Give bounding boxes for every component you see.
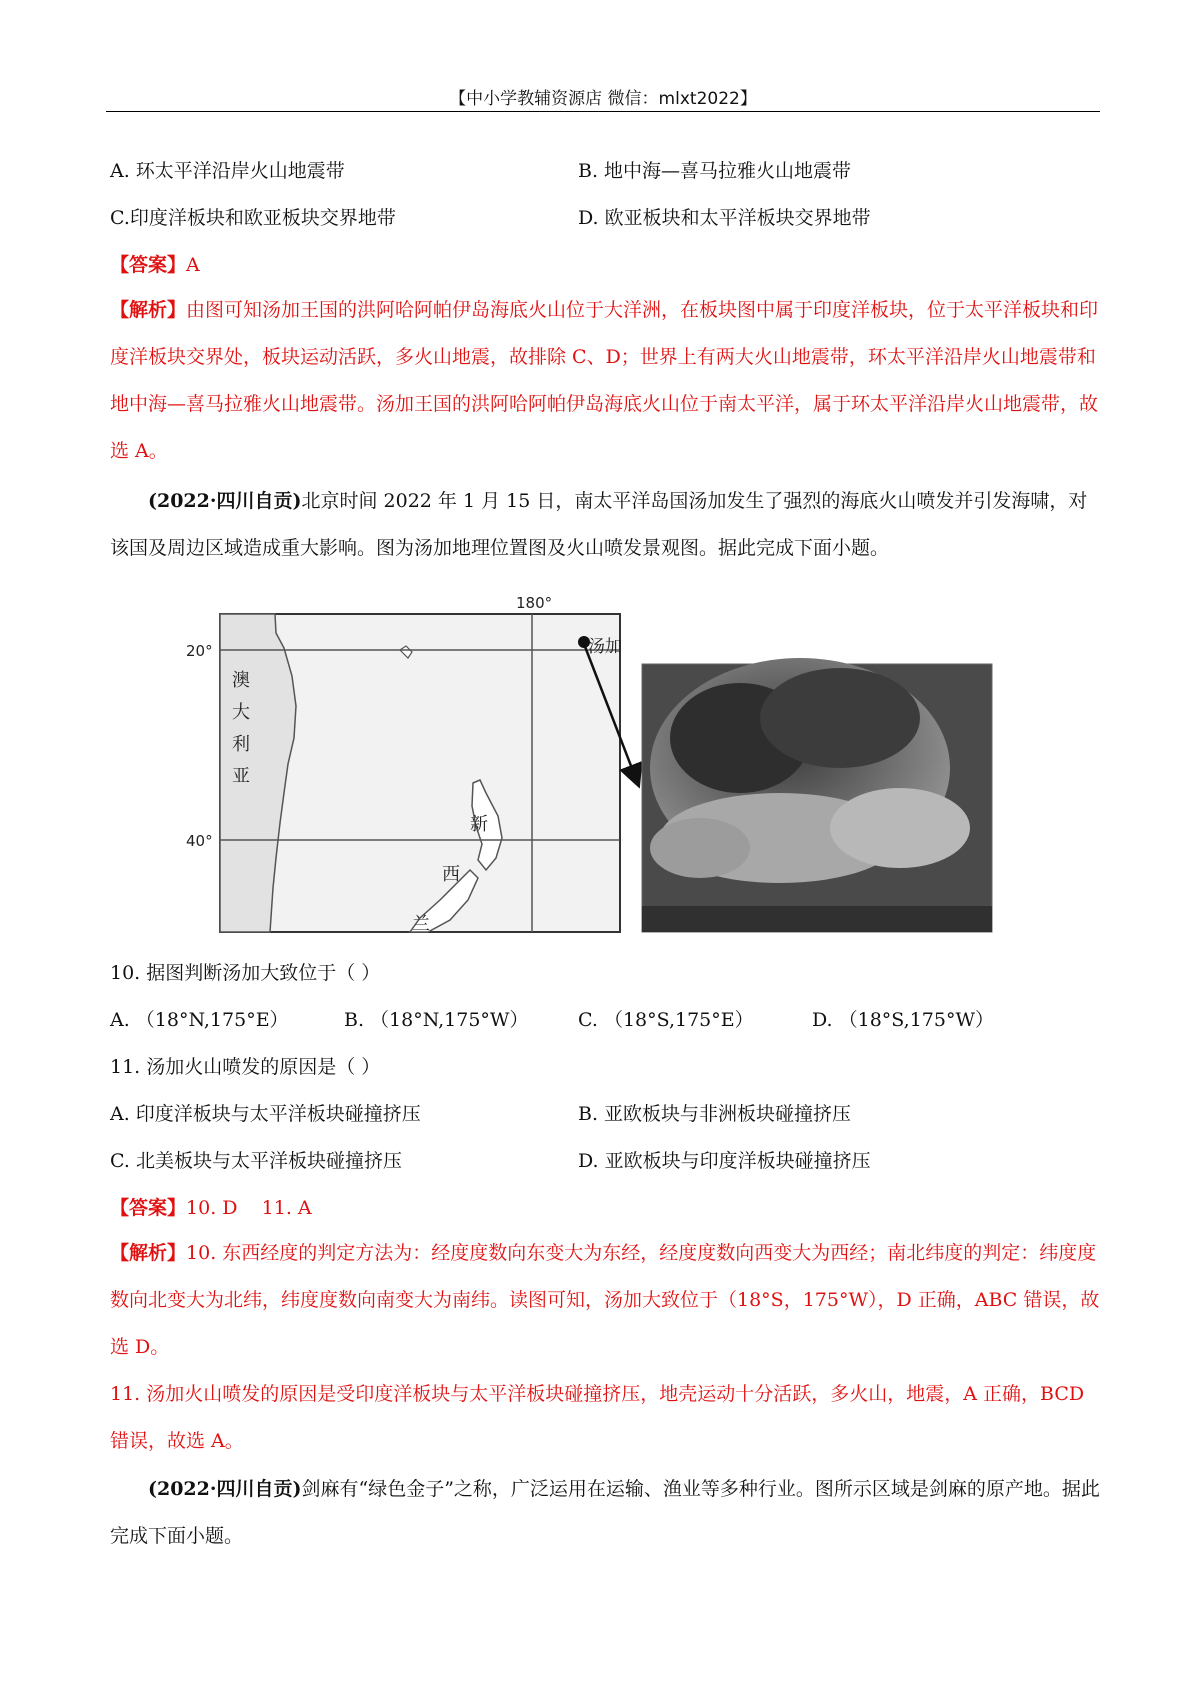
prev-option-c: C.印度洋板块和欧亚板块交界地带 <box>110 207 396 229</box>
analysis-label: 【解析】 <box>110 299 187 321</box>
prev-answer <box>110 250 200 277</box>
q10-option-a: A. （18°N,175°E） <box>110 1009 289 1031</box>
lat-20-label: 20° <box>186 642 213 660</box>
answer2-label: 【答案】 <box>110 1197 187 1219</box>
tonga-map-svg <box>180 588 1000 938</box>
tonga-label: 汤加 <box>588 637 622 657</box>
australia-char-4: 亚 <box>232 766 250 787</box>
analysis2-p10: 10. 东西经度的判定方法为：经度度数向东变大为东经，经度度数向西变大为西经；南北纬度的判定：纬度度数向北变大为北纬，纬度度数向南变大为南纬。读图可知，汤加大致位于（18°S，175°W），D 正确，ABC 错误，故选 D。 <box>110 1242 1100 1358</box>
volcano-eruption-photo <box>642 658 992 932</box>
page-header: 【中小学教辅资源店 微信：mlxt2022】 <box>449 89 757 109</box>
australia-char-1: 澳 <box>232 670 250 691</box>
analysis-10 <box>110 1230 1100 1371</box>
australia-char-3: 利 <box>232 734 250 755</box>
q10-option-b: B. （18°N,175°W） <box>344 1009 529 1031</box>
intro2-text: 剑麻有“绿色金子”之称，广泛运用在运输、渔业等多种行业。图所示区域是剑麻的原产地。据此完成下面小题。 <box>110 1478 1100 1547</box>
q10-option-d: D. （18°S,175°W） <box>812 1009 994 1031</box>
intro2-source: (2022·四川自贡) <box>148 1478 302 1500</box>
header-rule <box>106 111 1100 112</box>
nz-char-2: 西 <box>442 864 460 885</box>
nz-char-1: 新 <box>470 814 488 835</box>
answer-10-11 <box>110 1193 312 1220</box>
prev-option-a: A. 环太平洋沿岸火山地震带 <box>110 160 345 182</box>
nz-char-3: 兰 <box>412 914 430 935</box>
q11-stem: 11. 汤加火山喷发的原因是（ ） <box>110 1056 381 1078</box>
analysis2-p11: 11. 汤加火山喷发的原因是受印度洋板块与太平洋板块碰撞挤压，地壳运动十分活跃，多火山，地震，A 正确，BCD 错误，故选 A。 <box>110 1383 1085 1452</box>
prev-option-b: B. 地中海—喜马拉雅火山地震带 <box>578 160 852 182</box>
analysis-11 <box>110 1371 1100 1465</box>
q11-option-d: D. 亚欧板块与印度洋板块碰撞挤压 <box>578 1150 871 1172</box>
lat-40-label: 40° <box>186 832 213 850</box>
intro-source: (2022·四川自贡) <box>148 490 302 512</box>
answer2-value: 10. D 11. A <box>186 1197 312 1219</box>
australia-char-2: 大 <box>232 702 250 723</box>
prev-option-d: D. 欧亚板块和太平洋板块交界地带 <box>578 207 871 229</box>
intro-sisal <box>110 1466 1100 1560</box>
tonga-map-figure <box>180 588 1000 938</box>
q10-option-c: C. （18°S,175°E） <box>578 1009 754 1031</box>
q11-option-a: A. 印度洋板块与太平洋板块碰撞挤压 <box>110 1103 421 1125</box>
analysis-text: 由图可知汤加王国的洪阿哈阿帕伊岛海底火山位于大洋洲，在板块图中属于印度洋板块，位于太平洋板块和印度洋板块交界处，板块运动活跃，多火山地震，故排除 C、D；世界上有两大火山地震带，环太平洋沿岸火山地震带和地中海—喜马拉雅火山地震带。汤加王国的洪阿哈阿帕伊岛海底火山位于南太平洋，属于环太平洋沿岸火山地震带，故选 A。 <box>110 299 1099 462</box>
intro-text: 北京时间 2022 年 1 月 15 日，南太平洋岛国汤加发生了强烈的海底火山喷发并引发海啸，对该国及周边区域造成重大影响。图为汤加地理位置图及火山喷发景观图。据此完成下面小题。 <box>110 490 1088 559</box>
intro-tonga <box>110 478 1100 572</box>
answer-value: A <box>186 254 200 276</box>
prev-analysis <box>110 287 1100 475</box>
q11-option-c: C. 北美板块与太平洋板块碰撞挤压 <box>110 1150 402 1172</box>
analysis2-label: 【解析】 <box>110 1242 187 1264</box>
q10-stem: 10. 据图判断汤加大致位于（ ） <box>110 962 381 984</box>
lon-180-label: 180° <box>516 594 553 612</box>
answer-label: 【答案】 <box>110 254 187 276</box>
q11-option-b: B. 亚欧板块与非洲板块碰撞挤压 <box>578 1103 852 1125</box>
